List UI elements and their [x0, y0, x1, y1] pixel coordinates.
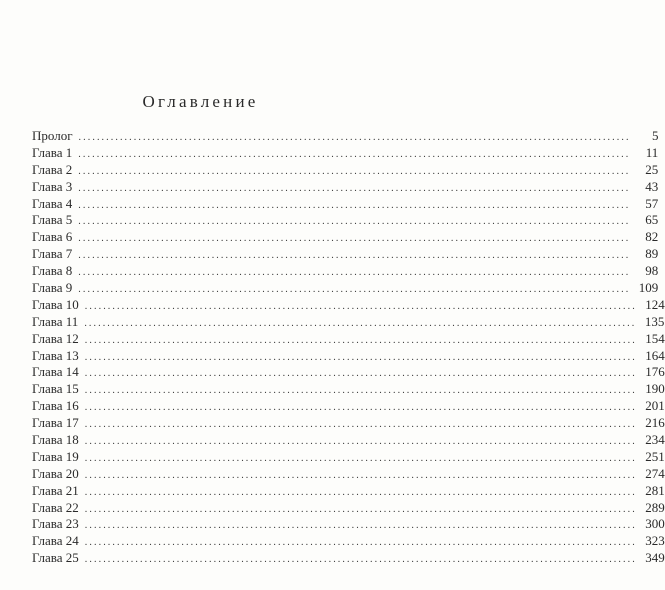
- toc-dot-leader: ........................................................................................................................: [84, 334, 637, 346]
- toc-entry-label: Глава 20: [32, 465, 79, 481]
- toc-entry: [32, 161, 659, 179]
- toc-dot-leader: ........................................................................................................................: [84, 537, 637, 549]
- toc-dot-leader: ........................................................................................................................: [78, 148, 631, 160]
- toc-entry-page-number: 135: [644, 313, 665, 329]
- toc-entry-label: Глава 17: [32, 415, 79, 431]
- toc-entry: [32, 313, 665, 331]
- toc-dot-leader: ........................................................................................................................: [84, 469, 637, 481]
- toc-dot-leader: ........................................................................................................................: [84, 368, 637, 380]
- toc-entry: [32, 364, 665, 381]
- toc-entry: [32, 246, 659, 263]
- toc-entry: [32, 398, 665, 415]
- toc-entry: [32, 499, 665, 517]
- toc-dot-leader: ........................................................................................................................: [78, 132, 631, 143]
- toc-entry-page-number: 124: [645, 296, 665, 312]
- toc-entry-page-number: 274: [645, 465, 665, 481]
- toc-dot-leader: ........................................................................................................................: [84, 452, 637, 464]
- toc-dot-leader: ........................................................................................................................: [78, 284, 631, 296]
- toc-entry-label: Глава 8: [32, 263, 73, 279]
- toc-entry-page-number: 234: [645, 432, 665, 448]
- toc-dot-leader: ........................................................................................................................: [78, 250, 631, 262]
- toc-entry-label: Глава 16: [32, 398, 79, 414]
- toc-entry: [32, 144, 659, 162]
- toc-entry: [32, 533, 665, 550]
- toc-entry-label: Глава 14: [32, 364, 79, 380]
- toc-entry-page-number: 43: [645, 178, 659, 194]
- toc-entry-page-number: 349: [645, 550, 665, 566]
- toc-dot-leader: ........................................................................................................................: [78, 233, 631, 245]
- toc-dot-leader: ........................................................................................................................: [84, 503, 637, 515]
- toc-dot-leader: ........................................................................................................................: [84, 300, 637, 312]
- toc-dot-leader: ........................................................................................................................: [84, 317, 637, 329]
- toc-entry-page-number: 65: [645, 212, 659, 228]
- toc-entry-page-number: 216: [645, 415, 665, 431]
- toc-dot-leader: ........................................................................................................................: [78, 182, 631, 194]
- toc-entry-label: Глава 3: [32, 178, 73, 194]
- toc-entry-page-number: 251: [645, 448, 665, 464]
- toc-entry-page-number: 190: [645, 381, 665, 397]
- toc-dot-leader: ........................................................................................................................: [78, 165, 631, 177]
- toc-dot-leader: ........................................................................................................................: [84, 402, 637, 414]
- toc-entry: [32, 212, 659, 229]
- toc-entry-label: Глава 22: [32, 499, 79, 515]
- toc-entry-label: Глава 4: [32, 195, 73, 211]
- toc-entry-label: Глава 18: [32, 432, 79, 448]
- toc-entry-page-number: 11: [645, 144, 659, 160]
- toc-entry: [32, 415, 665, 432]
- toc-entry-page-number: 176: [645, 364, 665, 380]
- toc-entry-label: Глава 7: [32, 246, 73, 262]
- toc-entry-page-number: 300: [645, 516, 665, 532]
- toc-entry-label: Глава 12: [32, 330, 79, 346]
- toc-dot-leader: ........................................................................................................................: [78, 267, 631, 279]
- toc-entry-label: Глава 24: [32, 533, 79, 549]
- toc-entry-page-number: 89: [645, 246, 659, 262]
- toc-entry-label: Пролог: [32, 128, 73, 143]
- toc-entry-page-number: 164: [645, 347, 665, 363]
- toc-entry-label: Глава 1: [32, 144, 73, 160]
- toc-entry-label: Глава 23: [32, 516, 79, 532]
- toc-entry-label: Глава 15: [32, 381, 79, 397]
- toc-dot-leader: ........................................................................................................................: [84, 520, 637, 532]
- toc-entry-page-number: 323: [645, 533, 665, 549]
- toc-entry: [32, 195, 659, 213]
- toc-title: Оглавление: [142, 92, 259, 111]
- toc-entry-label: Глава 11: [32, 313, 79, 329]
- toc-entry-label: Глава 25: [32, 550, 79, 566]
- toc-list: [32, 128, 665, 567]
- toc-dot-leader: ........................................................................................................................: [84, 351, 637, 363]
- toc-dot-leader: ........................................................................................................................: [78, 216, 631, 228]
- toc-entry: [32, 448, 665, 466]
- toc-entry-page-number: 281: [645, 482, 665, 498]
- toc-entry: [32, 465, 665, 483]
- toc-entry-label: Глава 21: [32, 482, 79, 498]
- toc-entry-page-number: 57: [645, 195, 659, 211]
- toc-entry-label: Глава 19: [32, 448, 79, 464]
- toc-entry-page-number: 109: [638, 280, 659, 296]
- toc-entry-page-number: 5: [652, 128, 659, 143]
- toc-entry-label: Глава 2: [32, 161, 73, 177]
- toc-dot-leader: ........................................................................................................................: [84, 486, 637, 498]
- toc-entry-page-number: 25: [645, 161, 659, 177]
- toc-entry: [32, 229, 659, 246]
- toc-entry: [32, 381, 665, 398]
- toc-entry: [32, 128, 659, 145]
- toc-entry: [32, 280, 659, 297]
- toc-entry-label: Глава 13: [32, 347, 79, 363]
- toc-dot-leader: ........................................................................................................................: [84, 436, 637, 448]
- toc-entry: [32, 347, 665, 365]
- toc-entry: [32, 482, 665, 500]
- toc-entry: [32, 296, 665, 314]
- toc-dot-leader: ........................................................................................................................: [84, 385, 637, 397]
- toc-entry-page-number: 82: [645, 229, 659, 245]
- toc-entry: [32, 330, 665, 348]
- toc-dot-leader: ........................................................................................................................: [84, 419, 637, 431]
- toc-entry-page-number: 289: [645, 499, 665, 515]
- toc-entry-page-number: 98: [645, 263, 659, 279]
- toc-entry-label: Глава 9: [32, 280, 73, 296]
- toc-entry-page-number: 201: [645, 398, 665, 414]
- toc-dot-leader: ........................................................................................................................: [84, 554, 637, 566]
- toc-entry-label: Глава 5: [32, 212, 73, 228]
- toc-entry-label: Глава 6: [32, 229, 73, 245]
- toc-dot-leader: ........................................................................................................................: [78, 199, 631, 211]
- toc-entry: [32, 516, 665, 533]
- toc-entry: [32, 178, 659, 196]
- toc-entry-page-number: 154: [645, 330, 665, 346]
- toc-entry: [32, 432, 665, 449]
- toc-entry: [32, 550, 665, 567]
- toc-entry-label: Глава 10: [32, 296, 79, 312]
- toc-entry: [32, 263, 659, 280]
